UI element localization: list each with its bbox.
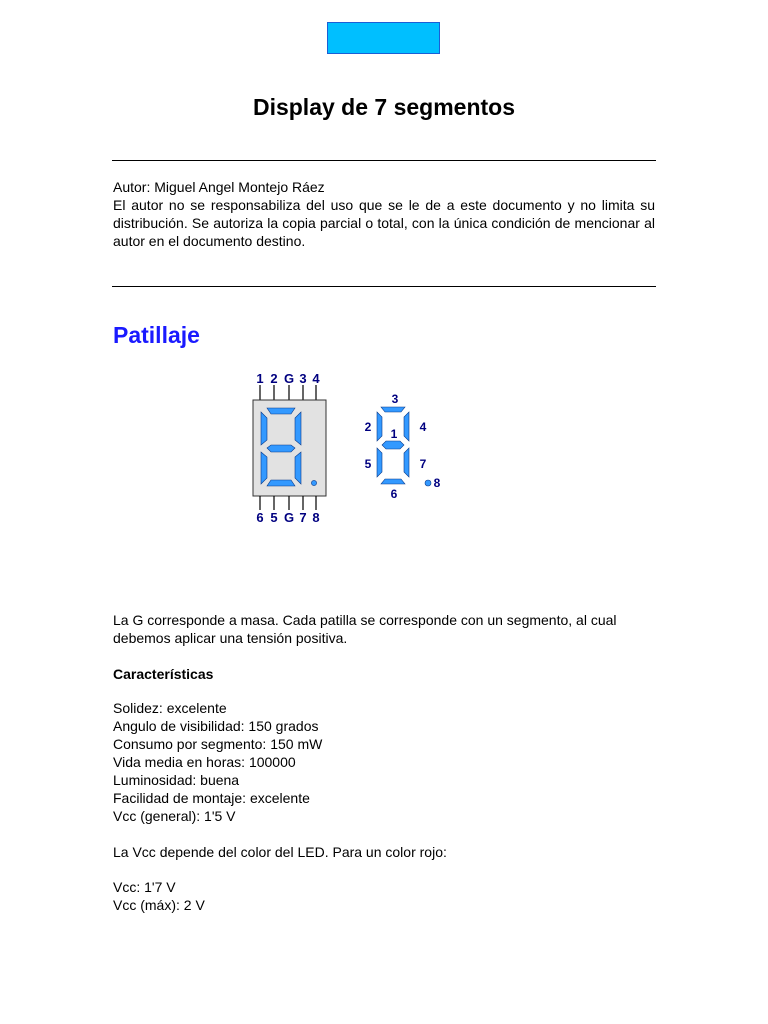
map-segment-right-upper (404, 412, 409, 441)
list-item: Vida media en horas: 100000 (113, 754, 296, 770)
segment-f (261, 412, 267, 445)
segment-b (295, 412, 301, 445)
intro-block (113, 178, 655, 250)
paragraph-masa: La G corresponde a masa. Cada patilla se corresponde con un segmento, al cual debemos aplicar una tensión positiva. (113, 612, 617, 646)
top-pin-label: 4 (312, 371, 320, 386)
bottom-pin-label: 5 (270, 510, 278, 525)
bottom-pin-label: 7 (299, 510, 307, 525)
characteristics-list (113, 699, 655, 825)
segment-c (295, 452, 301, 484)
list-item: Solidez: excelente (113, 700, 227, 716)
list-item: Vcc (máx): 2 V (113, 897, 205, 913)
list-item: Vcc: 1'7 V (113, 879, 176, 895)
segment-label-right-upper: 4 (419, 420, 427, 434)
list-item: Luminosidad: buena (113, 772, 240, 788)
vcc-paragraph: La Vcc depende del color del LED. Para un color rojo: (113, 844, 447, 860)
map-decimal-point (425, 480, 431, 486)
segment-label-top: 3 (391, 392, 399, 406)
segment-a (267, 408, 295, 414)
list-item: Consumo por segmento: 150 mW (113, 736, 323, 752)
segment-label-middle: 1 (390, 427, 398, 441)
top-pin-label: 2 (270, 371, 278, 386)
bottom-pin-label: G (283, 510, 295, 525)
map-segment-left-upper (377, 412, 382, 441)
divider-top (112, 160, 656, 161)
patillaje-paragraph (113, 611, 655, 647)
top-pin-label: 1 (256, 371, 264, 386)
top-pin-label: G (283, 371, 295, 386)
bottom-pin-label: 8 (312, 510, 320, 525)
segment-label-left-upper: 2 (364, 420, 372, 434)
map-segment-bottom (381, 479, 405, 484)
list-item: Angulo de visibilidad: 150 grados (113, 718, 319, 734)
segment-label-left-lower: 5 (364, 457, 372, 471)
disclaimer-text: El autor no se responsabiliza del uso que se le de a este documento y no limita su distribución. Se autoriza la copia parcial o total, con la única condición de mencionar al autor en el documento destino. (113, 197, 655, 249)
characteristics-heading: Características (113, 666, 214, 682)
segment-g (267, 445, 295, 452)
segment-label-right-lower: 7 (419, 457, 427, 471)
segment-label-dot: 8 (433, 476, 441, 490)
top-blue-box (327, 22, 440, 54)
map-segment-right-lower (404, 448, 409, 477)
bottom-pin-label: 6 (256, 510, 264, 525)
segment-e (261, 452, 267, 484)
top-pin-label: 3 (299, 371, 307, 386)
decimal-point (311, 480, 316, 485)
divider-bottom (112, 286, 656, 287)
list-item: Facilidad de montaje: excelente (113, 790, 310, 806)
map-segment-middle (382, 441, 404, 449)
segment-label-bottom: 6 (390, 487, 398, 501)
section-heading: Patillaje (113, 322, 200, 348)
map-segment-left-lower (377, 448, 382, 477)
author-line: Autor: Miguel Angel Montejo Ráez (113, 179, 325, 195)
map-segment-top (381, 407, 405, 412)
list-item: Vcc (general): 1'5 V (113, 808, 236, 824)
segment-d (267, 480, 295, 486)
pinout-diagram (245, 368, 455, 528)
vcc-list (113, 878, 655, 914)
page-title: Display de 7 segmentos (252, 94, 516, 120)
